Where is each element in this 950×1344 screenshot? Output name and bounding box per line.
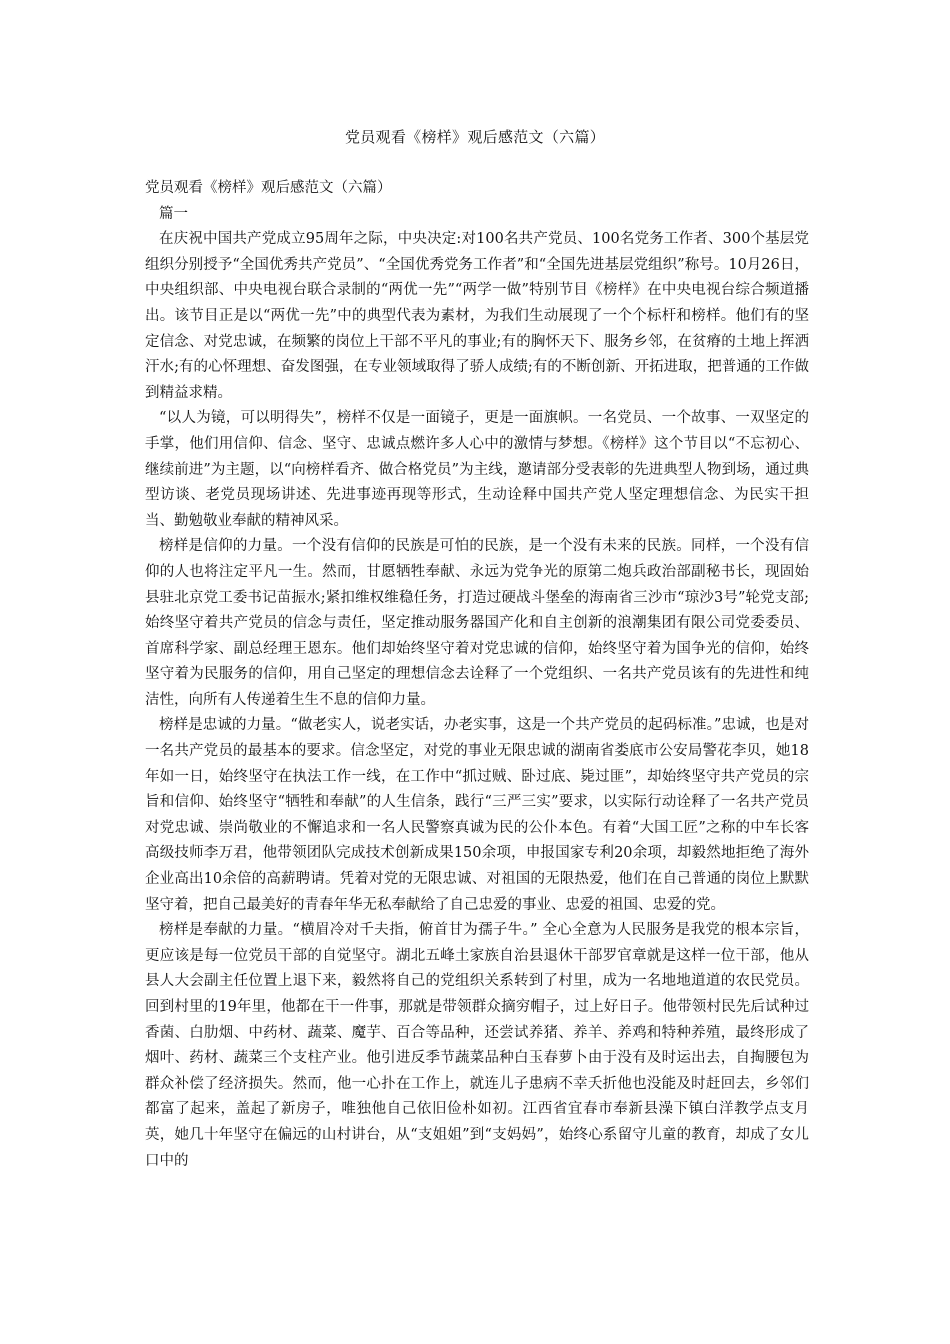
document-body — [145, 176, 809, 1174]
section-label: 篇一 — [159, 205, 188, 222]
document-subtitle: 党员观看《榜样》观后感范文（六篇） — [145, 180, 392, 196]
body-paragraph: “以人为镜，可以明得失”，榜样不仅是一面镜子，更是一面旗帜。一名党员、一个故事、一双坚定的手掌，他们用信仰、信念、坚守、忠诚点燃许多人心中的激情与梦想。《榜样》这个节目以“不忘初心、继续前进”为主题，以“向榜样看齐、做合格党员”为主线，邀请部分受表彰的先进典型人物到场，通过典型访谈、老党员现场讲述、先进事迹再现等形式，生动诠释中国共产党人坚定理想信念、为民实干担当、勤勉敬业奉献的精神风采。 — [145, 410, 809, 529]
body-paragraph: 榜样是奉献的力量。“横眉冷对千夫指，俯首甘为孺子牛。” 全心全意为人民服务是我党的根本宗旨，更应该是每一位党员干部的自觉坚守。湖北五峰土家族自治县退休干部罗官章就是这样一位干部，他从县人大会副主任位置上退下来，毅然将自己的党组织关系转到了村里，成为一名地地道道的农民党员。回到村里的19年里，他都在干一件事，那就是带领群众摘穷帽子，过上好日子。他带领村民先后试种过香菌、白肋烟、中药材、蔬菜、魔芋、百合等品种，还尝试养猪、养羊、养鸡和特种养殖，最终形成了烟叶、药材、蔬菜三个支柱产业。他引进反季节蔬菜品种白玉春萝卜由于没有及时运出去，自掏腰包为群众补偿了经济损失。然而，他一心扑在工作上，就连儿子患病不幸夭折他也没能及时赶回去，乡邻们都富了起来，盖起了新房子，唯独他自己依旧俭朴如初。江西省宜春市奉新县澡下镇白洋教学点支月英，她几十年坚守在偏远的山村讲台，从“支姐姐”到“支妈妈”，始终心系留守儿童的教育，却成了女儿口中的 — [145, 922, 809, 1169]
body-paragraph: 榜样是信仰的力量。一个没有信仰的民族是可怕的民族，是一个没有未来的民族。同样，一个没有信仰的人也将注定平凡一生。然而，甘愿牺牲奉献、永远为党争光的原第二炮兵政治部副秘书长，现固始县驻北京党工委书记苗振水;紧扣维权维稳任务，打造过硬战斗堡垒的海南省三沙市“琼沙3号”轮党支部;始终坚守着共产党员的信念与责任，坚定推动服务器国产化和自主创新的浪潮集团有限公司党委委员、首席科学家、副总经理王恩东。他们却始终坚守着对党忠诚的信仰，始终坚守着为国争光的信仰，始终坚守着为民服务的信仰，用自己坚定的理想信念去诠释了一个党组织、一名共产党员该有的先进性和纯洁性，向所有人传递着生生不息的信仰力量。 — [145, 538, 809, 708]
body-paragraph: 在庆祝中国共产党成立95周年之际，中央决定:对100名共产党员、100名党务工作者、300个基层党组织分别授予“全国优秀共产党员”、“全国优秀党务工作者”和“全国先进基层党组织”称号。10月26日，中央组织部、中央电视台联合录制的“两优一先”“两学一做”特别节目《榜样》在中央电视台综合频道播出。该节目正是以“两优一先”中的典型代表为素材，为我们生动展现了一个个标杆和榜样。他们有的坚定信念、对党忠诚，在频繁的岗位上干部不平凡的事业;有的胸怀天下、服务乡邻，在贫瘠的土地上挥洒汗水;有的心怀理想、奋发图强，在专业领域取得了骄人成绩;有的不断创新、开拓进取，把普通的工作做到精益求精。 — [145, 231, 809, 401]
body-paragraph: 榜样是忠诚的力量。“做老实人，说老实话，办老实事，这是一个共产党员的起码标准。”忠诚，也是对一名共产党员的最基本的要求。信念坚定，对党的事业无限忠诚的湖南省娄底市公安局警花李贝，她18年如一日，始终坚守在执法工作一线，在工作中“抓过贼、卧过底、毙过匪”，却始终坚守共产党员的宗旨和信仰、始终坚守“牺牲和奉献”的人生信条，践行“三严三实”要求，以实际行动诠释了一名共产党员对党忠诚、崇尚敬业的不懈追求和一名人民警察真诚为民的公仆本色。有着“大国工匠”之称的中车长客高级技师李万君，他带领团队完成技术创新成果150余项，申报国家专利20余项，却毅然地拒绝了海外企业高出10余倍的高薪聘请。凭着对党的无限忠诚、对祖国的无限热爱，他们在自己普通的岗位上默默坚守着，把自己最美好的青春年华无私奉献给了自己忠爱的事业、忠爱的祖国、忠爱的党。 — [145, 717, 809, 913]
document-title: 党员观看《榜样》观后感范文（六篇） — [344, 128, 606, 146]
